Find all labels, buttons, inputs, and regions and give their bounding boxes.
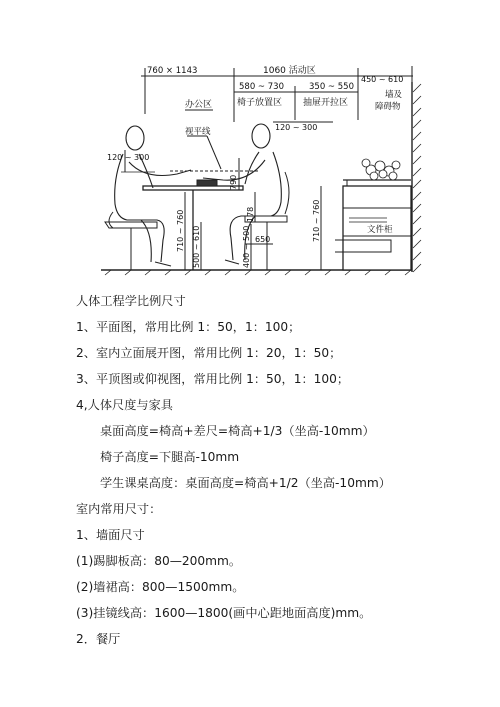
dim-seat-left: 500 ~ 610 [192, 225, 201, 268]
sight-leader [207, 136, 221, 169]
body-text [76, 288, 476, 652]
ergonomics-diagram-svg [95, 62, 430, 277]
label-chair-zone: 椅子放置区 [237, 98, 283, 108]
dim-sight-offset-a: 120 ~ 300 [107, 153, 150, 162]
formula-chair-height: 椅子高度=下腿高-10mm [100, 450, 240, 464]
plant-icon [362, 159, 400, 180]
wall-item-2: (2)墙裙高：800—1500mm。 [76, 580, 245, 594]
wall-hatching [413, 84, 421, 272]
dim-650: 650 [255, 235, 271, 244]
subheading-dining: 2．餐厅 [76, 632, 121, 646]
list-item-1: 1、平面图，常用比例 1：50，1：100； [76, 320, 301, 334]
label-wall: 墙及 [385, 90, 403, 100]
ergonomics-diagram [95, 62, 430, 277]
left-chair-seat [105, 222, 157, 228]
list-item-4: 4,人体尺度与家具 [76, 398, 173, 412]
list-item-3: 3、平顶图或仰视图，常用比例 1：50，1：100； [76, 372, 350, 386]
dim-wall-obstacle-width: 450 ~ 610 [361, 75, 404, 84]
label-drawer-zone: 抽屉开拉区 [303, 98, 349, 108]
dim-seat-right: 400 ~ 500 [242, 225, 251, 268]
desk-object [197, 180, 217, 186]
heading-indoor: 室内常用尺寸： [76, 502, 162, 516]
label-cabinet: 文件柜 [367, 225, 393, 235]
dim-sight-offset-b: 120 ~ 300 [275, 123, 318, 132]
heading-ergonomics: 人体工程学比例尺寸 [76, 294, 186, 308]
dim-office-width: 760 × 1143 [147, 66, 198, 76]
formula-desk-height: 桌面高度=椅高+差尺=椅高+1/3（坐高-10mm） [100, 424, 375, 438]
dim-cabinet: 710 ~ 760 [312, 199, 321, 242]
desk-top [143, 186, 243, 190]
dim-activity: 1060 活动区 [263, 66, 316, 76]
wall-item-3: (3)挂镜线高：1600—1800(画中心距地面高度)mm。 [76, 606, 372, 620]
dim-desk-left: 710 ~ 760 [176, 209, 185, 252]
dim-178: 178 [246, 206, 255, 222]
right-chair-back [285, 172, 289, 214]
label-sightline: 视平线 [185, 127, 211, 137]
wall-item-1: (1)踢脚板高：80—200mm。 [76, 554, 242, 568]
subheading-wall: 1、墙面尺寸 [76, 528, 145, 542]
floor-hatching [105, 270, 411, 275]
label-obstacle: 障碍物 [375, 102, 401, 112]
list-item-2: 2、室内立面展开图，常用比例 1：20，1：50； [76, 346, 342, 360]
dim-chair-zone: 580 ~ 730 [239, 82, 284, 92]
label-office: 办公区 [185, 100, 213, 110]
dim-drawer-zone: 350 ~ 550 [309, 82, 354, 92]
dim-790: 790 [229, 174, 238, 190]
formula-student-desk: 学生课桌高度：桌面高度=椅高+1/2（坐高-10mm） [100, 476, 391, 490]
